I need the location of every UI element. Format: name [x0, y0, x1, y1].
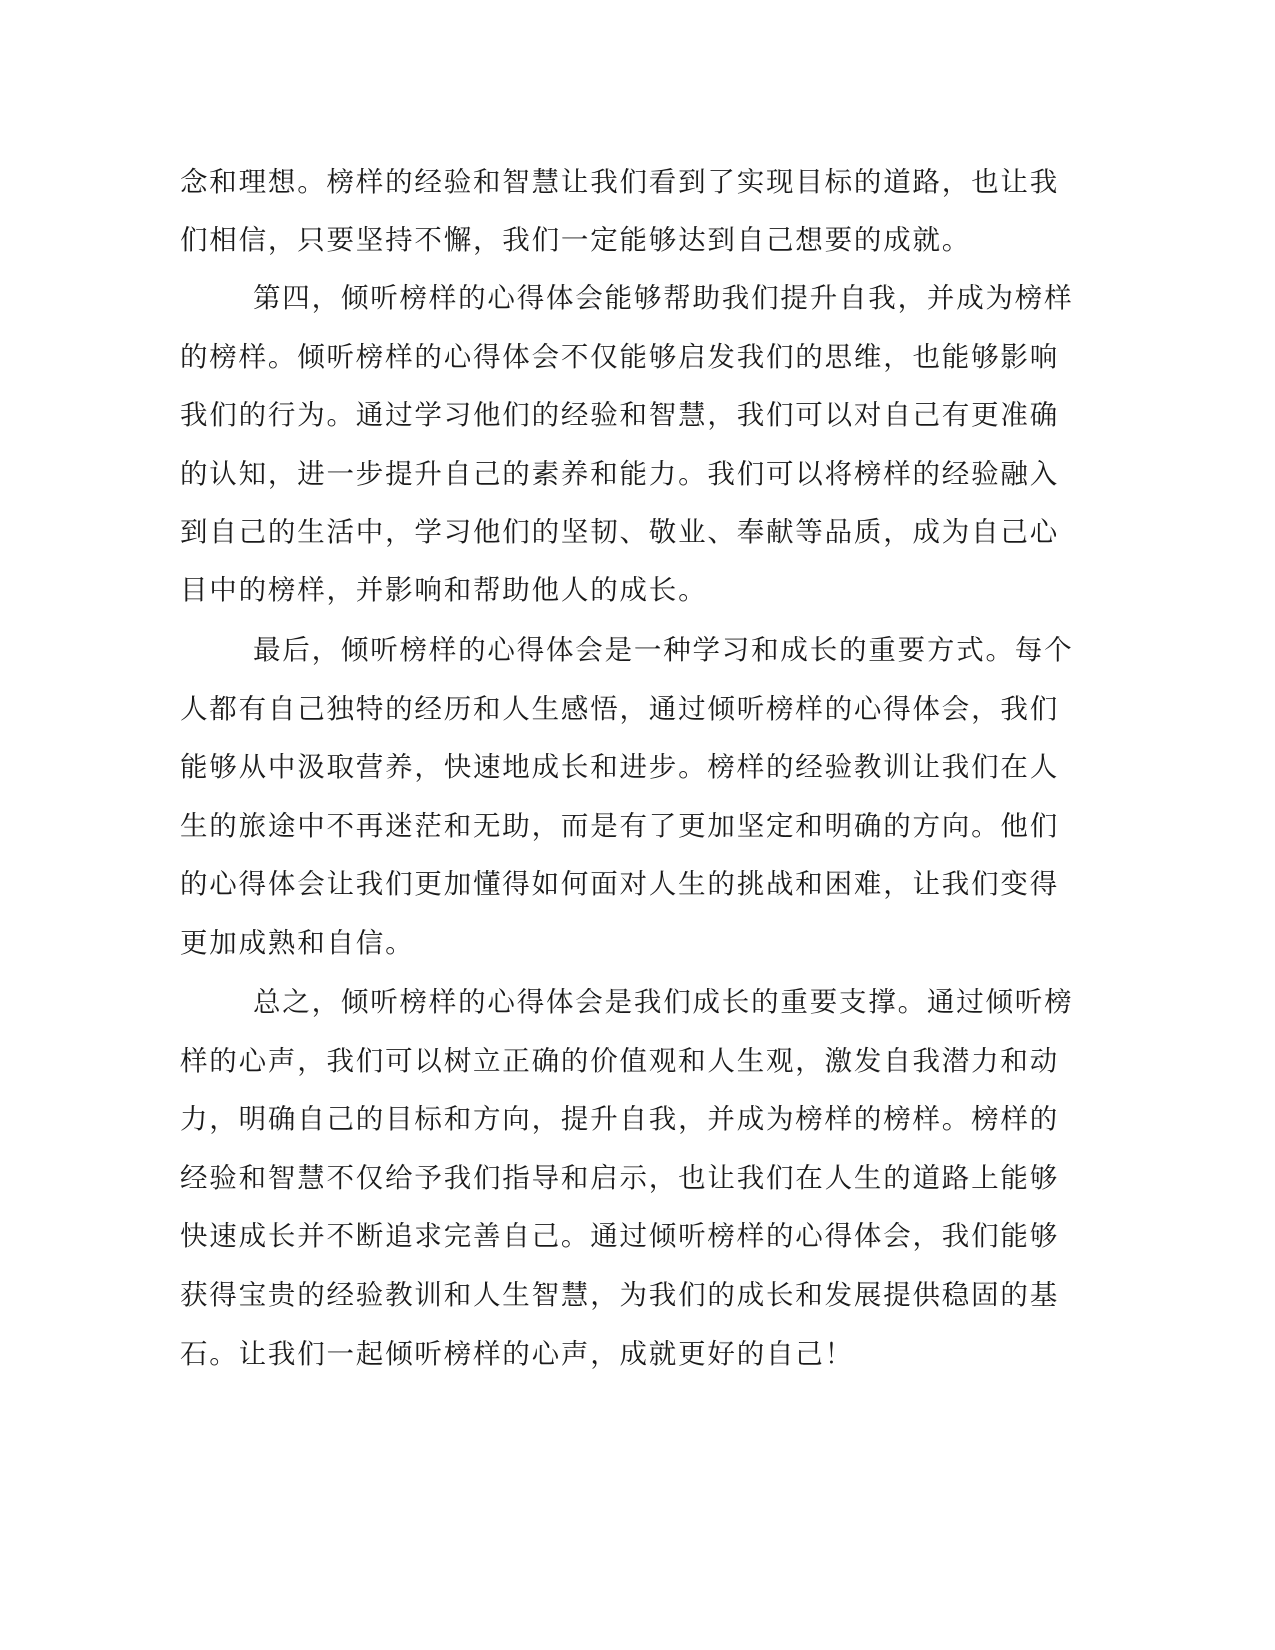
text-line: 获得宝贵的经验教训和人生智慧，为我们的成长和发展提供稳固的基 — [180, 1279, 1059, 1311]
text-line: 石。让我们一起倾听榜样的心声，成就更好的自己！ — [180, 1338, 854, 1370]
text-line: 更加成熟和自信。 — [180, 927, 415, 959]
text-line: 们相信，只要坚持不懈，我们一定能够达到自己想要的成就。 — [180, 224, 972, 256]
text-line: 经验和智慧不仅给予我们指导和启示，也让我们在人生的道路上能够 — [180, 1162, 1059, 1194]
paragraph-start-line: 总之，倾听榜样的心得体会是我们成长的重要支撑。通过倾听榜 — [253, 986, 1074, 1018]
text-line: 人都有自己独特的经历和人生感悟，通过倾听榜样的心得体会，我们 — [180, 693, 1059, 725]
text-line: 念和理想。榜样的经验和智慧让我们看到了实现目标的道路，也让我 — [180, 166, 1059, 198]
text-line: 生的旅途中不再迷茫和无助，而是有了更加坚定和明确的方向。他们 — [180, 810, 1059, 842]
text-line: 到自己的生活中，学习他们的坚韧、敬业、奉献等品质，成为自己心 — [180, 516, 1059, 548]
text-line: 样的心声，我们可以树立正确的价值观和人生观，激发自我潜力和动 — [180, 1045, 1059, 1077]
text-line: 力，明确自己的目标和方向，提升自我，并成为榜样的榜样。榜样的 — [180, 1103, 1059, 1135]
text-line: 我们的行为。通过学习他们的经验和智慧，我们可以对自己有更准确 — [180, 399, 1059, 431]
text-line: 的认知，进一步提升自己的素养和能力。我们可以将榜样的经验融入 — [180, 458, 1059, 490]
text-line: 目中的榜样，并影响和帮助他人的成长。 — [180, 574, 708, 606]
text-line: 能够从中汲取营养，快速地成长和进步。榜样的经验教训让我们在人 — [180, 751, 1059, 783]
paragraph-start-line: 第四，倾听榜样的心得体会能够帮助我们提升自我，并成为榜样 — [253, 282, 1074, 314]
text-line: 快速成长并不断追求完善自己。通过倾听榜样的心得体会，我们能够 — [180, 1220, 1059, 1252]
text-line: 的心得体会让我们更加懂得如何面对人生的挑战和困难，让我们变得 — [180, 868, 1059, 900]
paragraph-start-line: 最后，倾听榜样的心得体会是一种学习和成长的重要方式。每个 — [253, 634, 1074, 666]
text-line: 的榜样。倾听榜样的心得体会不仅能够启发我们的思维，也能够影响 — [180, 341, 1059, 373]
